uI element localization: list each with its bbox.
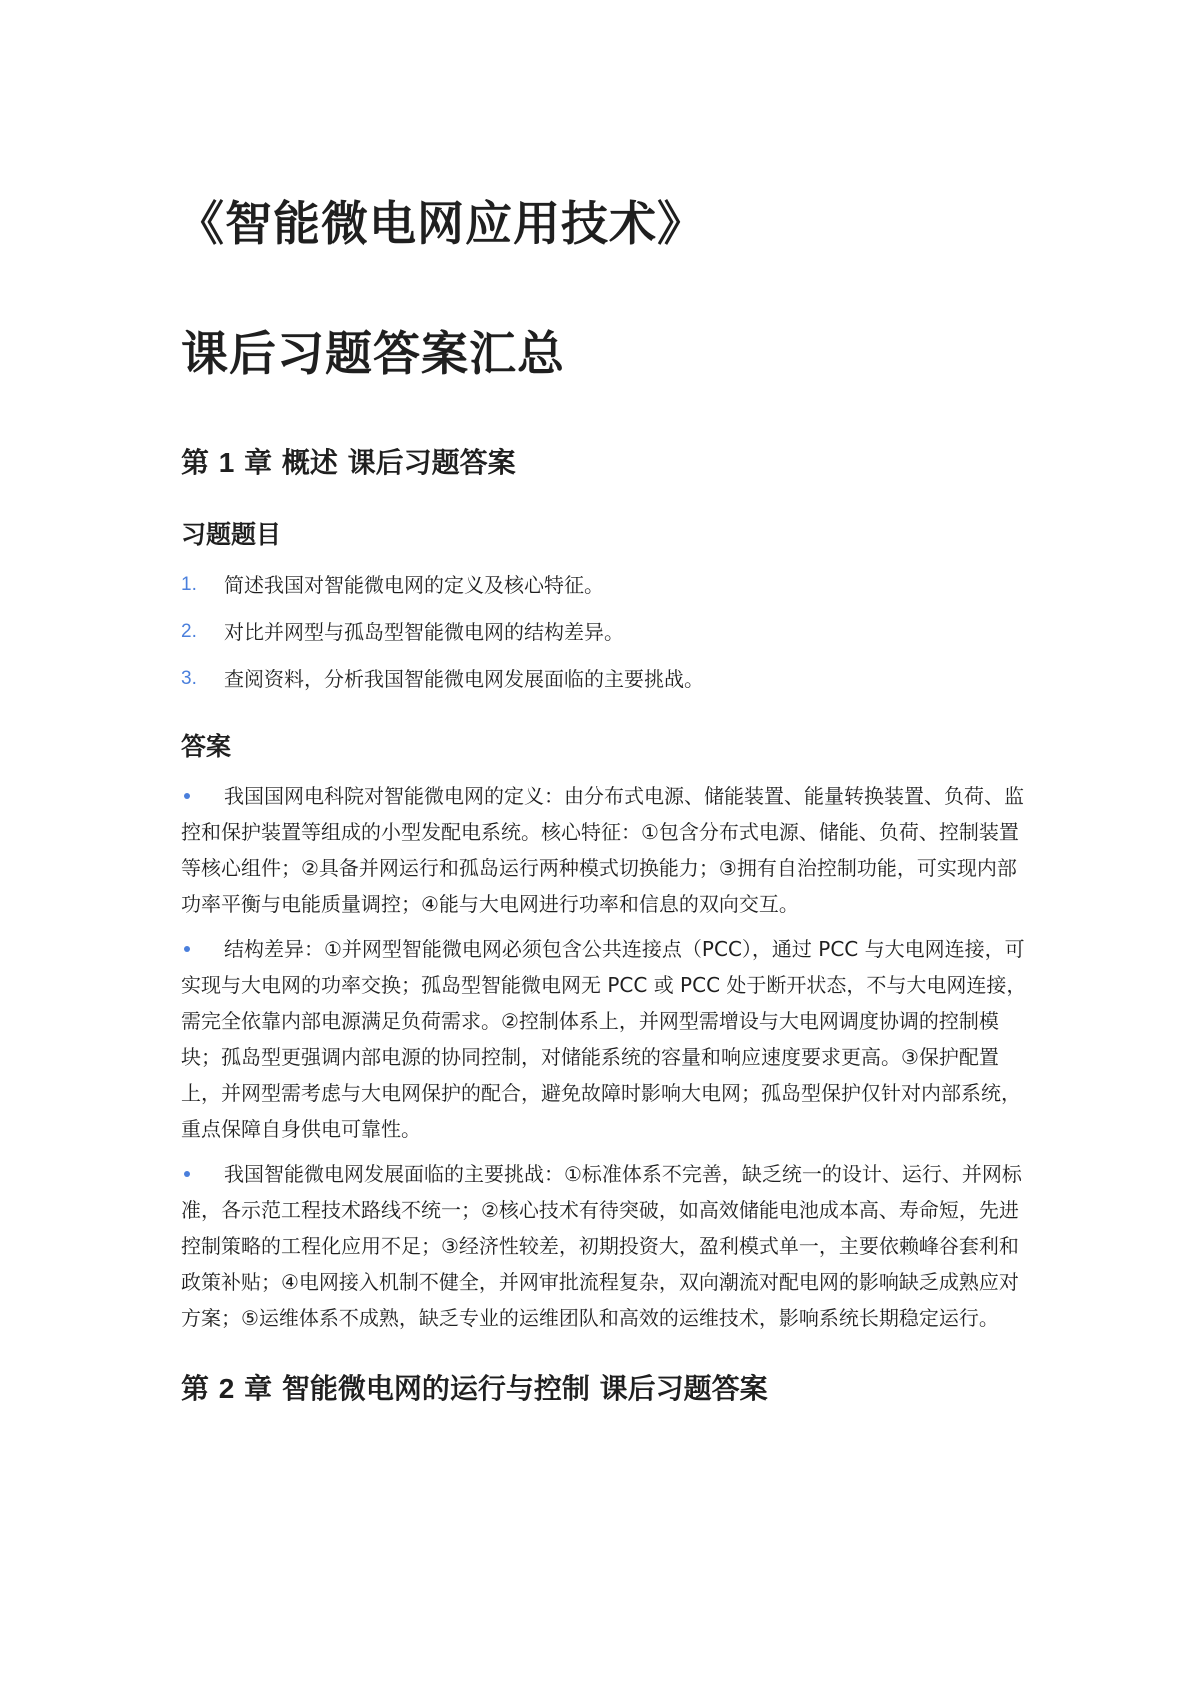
document-subtitle: 课后习题答案汇总 bbox=[181, 327, 565, 382]
answer-text: 结构差异：①并网型智能微电网必须包含公共连接点（PCC），通过 PCC 与大电网连接，可实现与大电网的功率交换；孤岛型智能微电网无 PCC 或 PCC 处于断开状态，不与大电网连接，需完全依靠内部电源满足负荷需求。②控制体系上，并网型需增设与大电网调度协调的控制模块；孤岛型更强调内部电源的协同控制，对储能系统的容量和响应速度要求更高。③保护配置上，并网型需考虑与大电网保护的配合，避免故障时影响大电网；孤岛型保护仅针对内部系统，重点保障自身供电可靠性。 bbox=[181, 937, 1027, 1141]
answer-list bbox=[181, 778, 1031, 1336]
question-text: 查阅资料，分析我国智能微电网发展面临的主要挑战。 bbox=[224, 667, 704, 691]
chapter-1-prefix: 第 bbox=[181, 446, 210, 479]
bullet-icon bbox=[184, 793, 190, 799]
bullet-icon bbox=[184, 1171, 190, 1177]
question-number: 1. bbox=[181, 574, 197, 595]
chapter-1-title: 章 概述 课后习题答案 bbox=[244, 446, 516, 479]
document-page bbox=[177, 190, 1031, 1410]
answers-heading: 答案 bbox=[181, 732, 232, 761]
question-text: 对比并网型与孤岛型智能微电网的结构差异。 bbox=[224, 620, 624, 644]
question-item bbox=[181, 617, 1031, 647]
chapter-2-title: 章 智能微电网的运行与控制 课后习题答案 bbox=[244, 1372, 768, 1405]
answer-text: 我国智能微电网发展面临的主要挑战：①标准体系不完善，缺乏统一的设计、运行、并网标准，各示范工程技术路线不统一；②核心技术有待突破，如高效储能电池成本高、寿命短，先进控制策略的工程化应用不足；③经济性较差，初期投资大，盈利模式单一，主要依赖峰谷套利和政策补贴；④电网接入机制不健全，并网审批流程复杂，双向潮流对配电网的影响缺乏成熟应对方案；⑤运维体系不成熟，缺乏专业的运维团队和高效的运维技术，影响系统长期稳定运行。 bbox=[181, 1162, 1022, 1330]
chapter-1-heading bbox=[181, 442, 1031, 484]
chapter-1-number: 1 bbox=[218, 447, 235, 478]
chapter-2-prefix: 第 bbox=[181, 1372, 210, 1405]
question-item bbox=[181, 570, 1031, 600]
chapter-2-heading bbox=[181, 1368, 1031, 1410]
questions-heading: 习题题目 bbox=[181, 520, 282, 549]
question-number: 3. bbox=[181, 668, 197, 689]
question-text: 简述我国对智能微电网的定义及核心特征。 bbox=[224, 573, 604, 597]
chapter-2-number: 2 bbox=[218, 1373, 235, 1404]
answer-item bbox=[181, 931, 1031, 1147]
document-title: 《智能微电网应用技术》 bbox=[177, 197, 705, 252]
answer-item bbox=[181, 778, 1031, 922]
answer-text: 我国国网电科院对智能微电网的定义：由分布式电源、储能装置、能量转换装置、负荷、监控和保护装置等组成的小型发配电系统。核心特征：①包含分布式电源、储能、负荷、控制装置等核心组件；②具备并网运行和孤岛运行两种模式切换能力；③拥有自治控制功能，可实现内部功率平衡与电能质量调控；④能与大电网进行功率和信息的双向交互。 bbox=[181, 784, 1024, 916]
bullet-icon bbox=[184, 946, 190, 952]
answer-item bbox=[181, 1156, 1031, 1336]
question-list bbox=[181, 570, 1031, 694]
question-number: 2. bbox=[181, 621, 197, 642]
question-item bbox=[181, 664, 1031, 694]
